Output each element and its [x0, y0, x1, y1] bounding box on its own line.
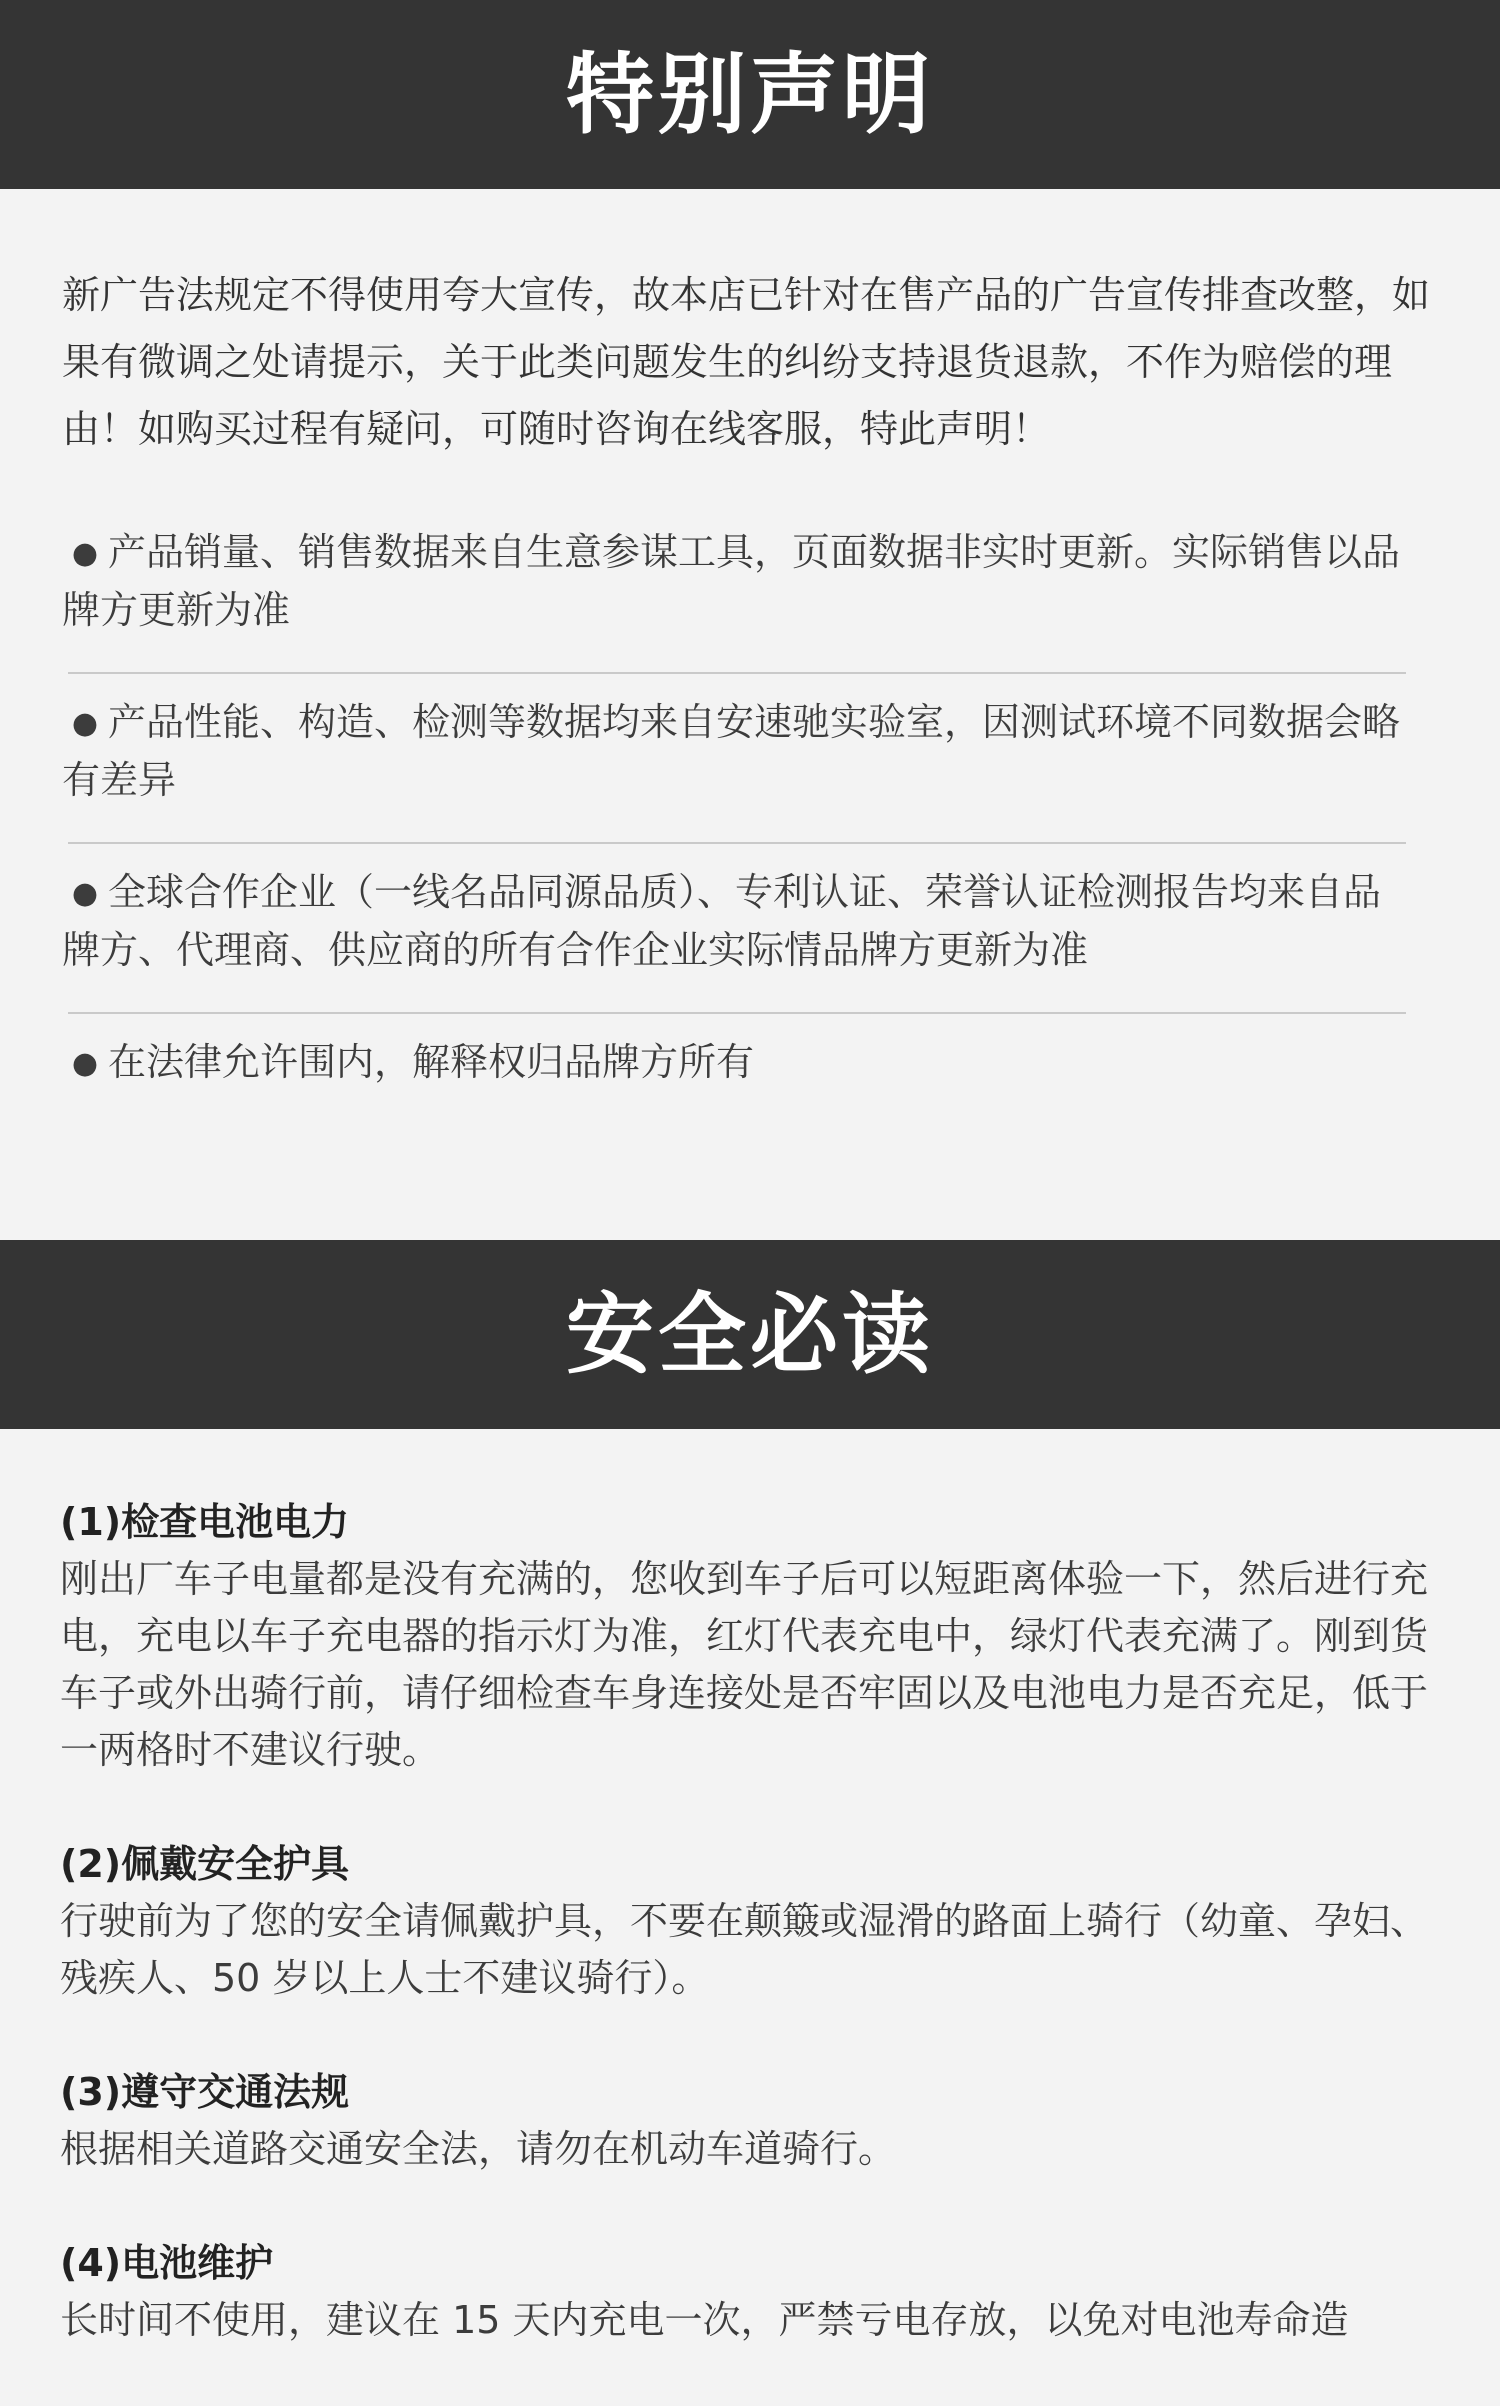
safety-item-body: 刚出厂车子电量都是没有充满的，您收到车子后可以短距离体验一下，然后进行充电，充电以车子充电器的指示灯为准，红灯代表充电中，绿灯代表充满了。刚到货车子或外出骑行前，请仔细检查车身连接处是否牢固以及电池电力是否充足，低于一两格时不建议行驶。	[60, 1557, 1429, 1772]
safety-item	[60, 1836, 1450, 2007]
special-statement-title: 特别声明	[565, 42, 934, 146]
list-item	[62, 1034, 1412, 1114]
safety-item	[60, 1494, 1450, 1779]
safety-content	[60, 1494, 1450, 2406]
special-statement-banner	[0, 0, 1500, 189]
safety-item-heading: (2)佩戴安全护具	[60, 1842, 350, 1886]
divider	[68, 1012, 1406, 1014]
bullet-icon: ●	[71, 876, 99, 911]
statement-intro-paragraph: 新广告法规定不得使用夸大宣传，故本店已针对在售产品的广告宣传排查改整，如果有微调之处请提示，关于此类问题发生的纠纷支持退货退款，不作为赔偿的理由！如购买过程有疑问，可随时咨询在线客服，特此声明！	[62, 273, 1431, 451]
bullet-icon: ●	[71, 536, 99, 571]
safety-item-heading: (4)电池维护	[60, 2241, 274, 2285]
safety-item-heading: (1)检查电池电力	[60, 1500, 350, 1544]
safety-item	[60, 2235, 1450, 2349]
list-item	[62, 864, 1412, 1004]
statement-notes-list	[62, 524, 1412, 1114]
safety-banner	[0, 1240, 1500, 1429]
divider	[68, 672, 1406, 674]
note-text: 产品销量、销售数据来自生意参谋工具，页面数据非实时更新。实际销售以品牌方更新为准	[62, 530, 1401, 632]
list-item	[62, 694, 1412, 834]
safety-item-body: 长时间不使用，建议在 15 天内充电一次，严禁亏电存放，以免对电池寿命造	[60, 2298, 1349, 2342]
safety-item	[60, 2064, 1450, 2178]
list-item	[62, 524, 1412, 664]
safety-item-heading: (3)遵守交通法规	[60, 2070, 350, 2114]
safety-item-body: 根据相关道路交通安全法，请勿在机动车道骑行。	[60, 2127, 897, 2171]
note-text: 产品性能、构造、检测等数据均来自安速驰实验室，因测试环境不同数据会略有差异	[62, 700, 1401, 802]
safety-item-body: 行驶前为了您的安全请佩戴护具，不要在颠簸或湿滑的路面上骑行（幼童、孕妇、残疾人、50 岁以上人士不建议骑行）。	[60, 1899, 1429, 2000]
note-text: 在法律允许围内，解释权归品牌方所有	[108, 1040, 755, 1084]
note-text: 全球合作企业（一线名品同源品质）、专利认证、荣誉认证检测报告均来自品牌方、代理商、供应商的所有合作企业实际情品牌方更新为准	[62, 870, 1382, 972]
bullet-icon: ●	[71, 1046, 99, 1081]
divider	[68, 842, 1406, 844]
bullet-icon: ●	[71, 706, 99, 741]
safety-title: 安全必读	[565, 1282, 934, 1386]
